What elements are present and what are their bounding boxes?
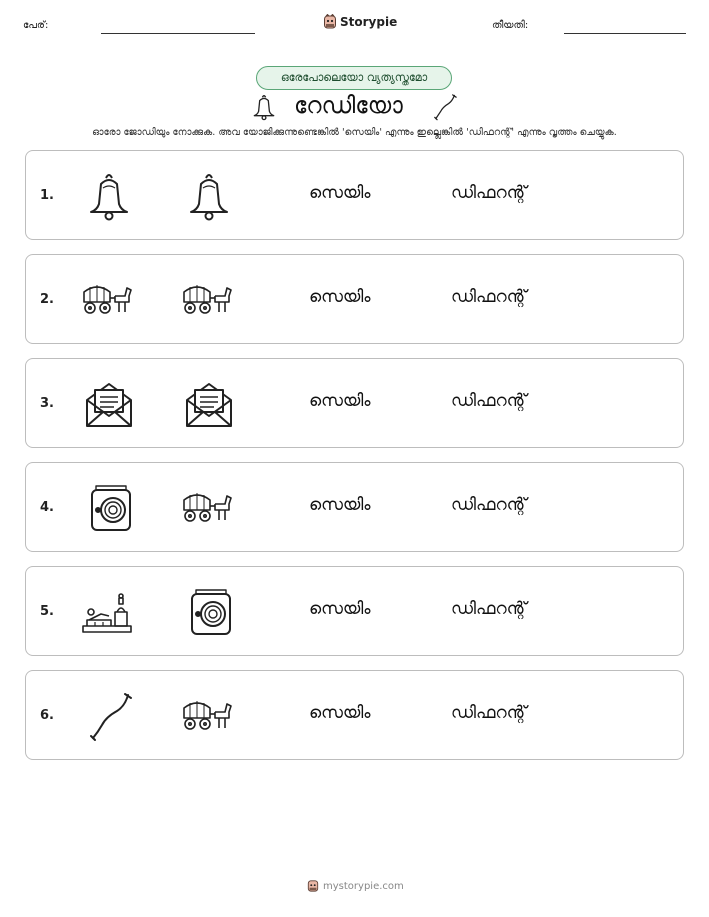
worksheet-title: റേഡിയോ [294,93,403,119]
same-option[interactable]: സെയിം [309,703,371,723]
question-card [25,358,684,448]
footer [307,879,404,893]
same-option[interactable]: സെയിം [309,183,371,203]
horse-wagon-icon [181,690,233,742]
telegraph-key-icon [81,586,133,638]
question-card [25,462,684,552]
question-card [25,150,684,240]
horse-wagon-icon [181,482,233,534]
brand-logo [323,14,397,30]
question-card [25,566,684,656]
question-number: 4. [40,500,54,515]
question-number: 5. [40,604,54,619]
question-number: 3. [40,396,54,411]
same-option[interactable]: സെയിം [309,287,371,307]
cable-wire-icon [83,690,135,742]
footer-url[interactable]: mystorypie.com [323,880,404,892]
name-line[interactable] [101,33,255,34]
instructions: ഓരോ ജോഡിയും നോക്കുക. അവ യോജിക്കുന്നുണ്ടെങ്കിൽ 'സെയിം' എന്നും ഇല്ലെങ്കിൽ 'ഡിഫറന്റ്' എന്നും വൃത്തം ചെയ്യുക. [92,127,617,138]
cable-wire-icon [429,91,459,123]
question-number: 2. [40,292,54,307]
same-option[interactable]: സെയിം [309,391,371,411]
different-option[interactable]: ഡിഫറന്റ് [451,391,527,411]
question-card [25,254,684,344]
different-option[interactable]: ഡിഫറന്റ് [451,495,527,515]
different-option[interactable]: ഡിഫറന്റ് [451,183,527,203]
question-number: 6. [40,708,54,723]
same-option[interactable]: സെയിം [309,599,371,619]
horse-wagon-icon [181,274,233,326]
different-option[interactable]: ഡിഫറന്റ് [451,287,527,307]
storypie-mascot-icon [307,879,319,893]
different-option[interactable]: ഡിഫറന്റ് [451,703,527,723]
speaker-box-icon [184,586,236,638]
same-option[interactable]: സെയിം [309,495,371,515]
horse-wagon-icon [81,274,133,326]
name-label: പേര്: [23,20,49,31]
question-card [25,670,684,760]
brand-name: Storypie [340,15,398,29]
bell-icon [183,170,235,222]
date-line[interactable] [564,33,686,34]
bell-icon [250,92,278,122]
question-number: 1. [40,188,54,203]
bell-icon [83,170,135,222]
storypie-mascot-icon [323,14,337,30]
envelope-letter-icon [83,378,135,430]
different-option[interactable]: ഡിഫറന്റ് [451,599,527,619]
title-row [0,90,709,126]
speaker-box-icon [84,482,136,534]
envelope-letter-icon [183,378,235,430]
date-label: തീയതി: [492,20,529,31]
worksheet-header [0,14,709,38]
category-badge: ഒരേപോലെയോ വ്യത്യസ്തമോ [256,66,452,90]
